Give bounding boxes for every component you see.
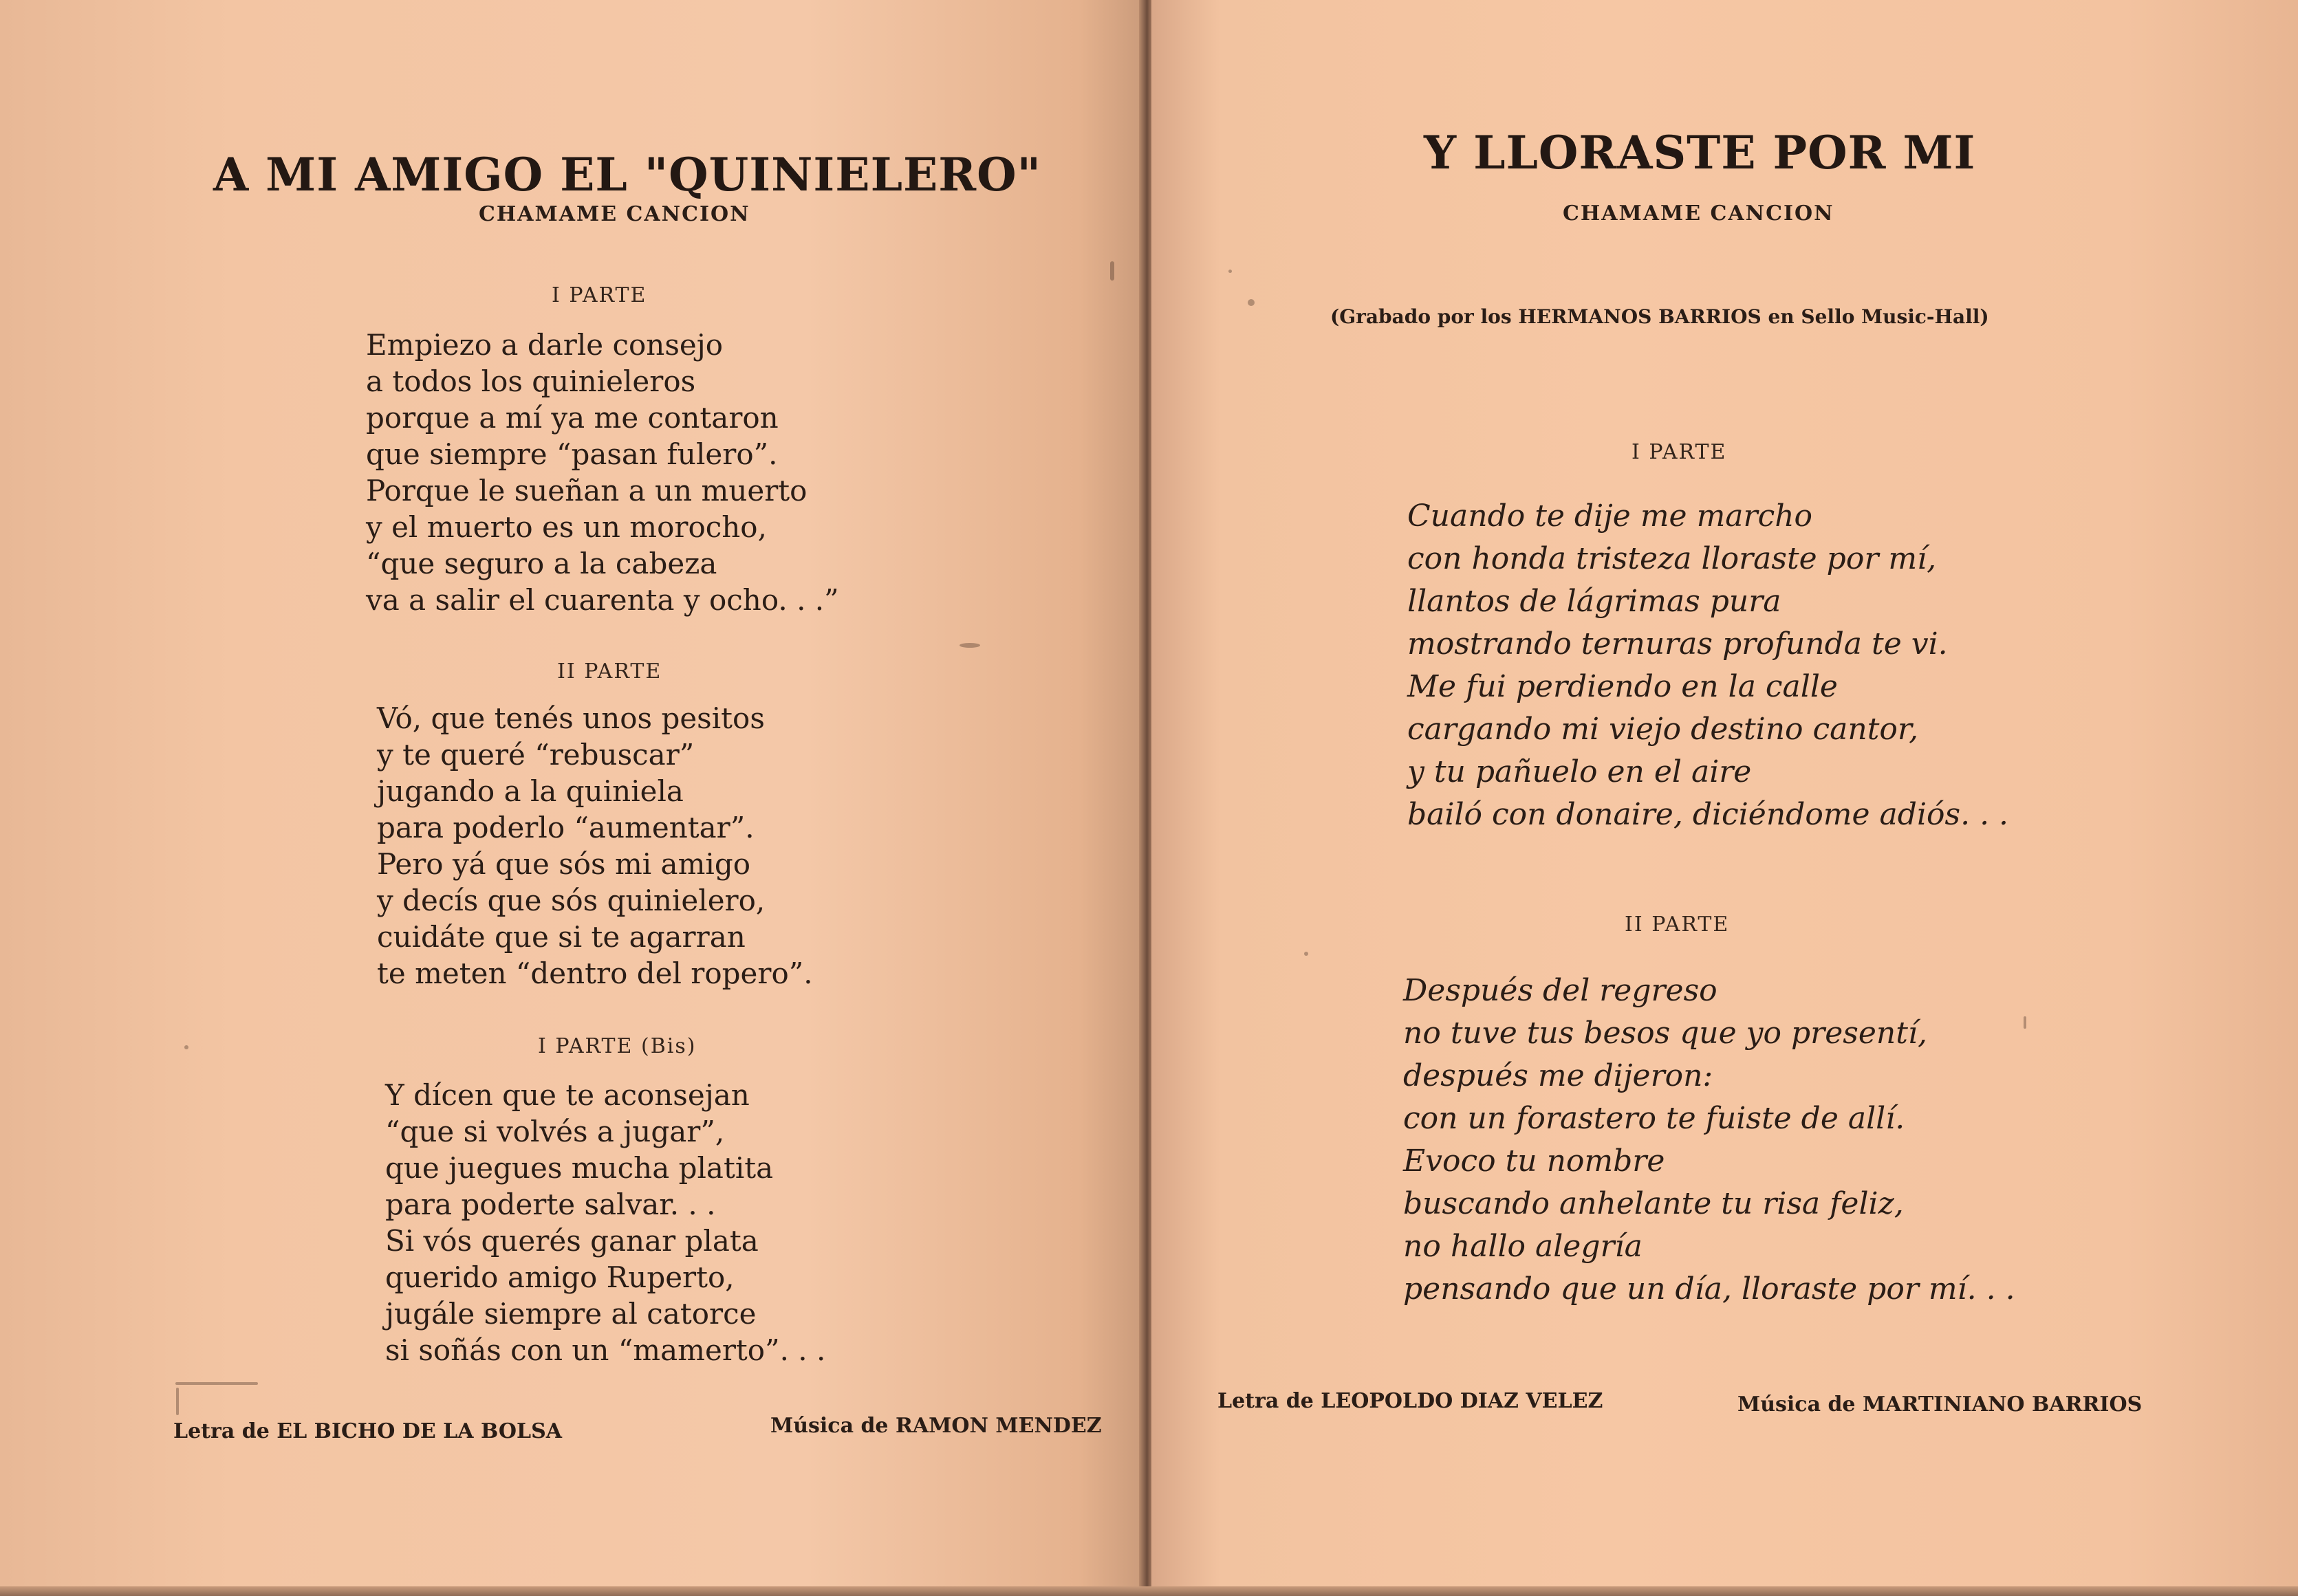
verse-line: a todos los quinieleros xyxy=(366,364,696,398)
ink-mark xyxy=(175,1382,258,1385)
verse-line: Después del regreso xyxy=(1403,973,1717,1008)
verse-line: jugando a la quiniela xyxy=(377,774,684,808)
recording-note: (Grabado por los HERMANOS BARRIOS en Sello Music-Hall) xyxy=(1330,305,1989,328)
verse-line: Evoco tu nombre xyxy=(1403,1144,1665,1179)
ink-mark xyxy=(2024,1016,2026,1029)
page-bottom-edge xyxy=(0,1586,2298,1596)
right-page xyxy=(1151,0,2298,1596)
verse-line: Vó, que tenés unos pesitos xyxy=(377,701,765,735)
right-verse-1 xyxy=(1407,495,2008,836)
verse-line: Porque le sueñan a un muerto xyxy=(366,474,807,507)
verse-line: no tuve tus besos que yo presentí, xyxy=(1403,1016,1927,1051)
ink-mark xyxy=(960,643,980,648)
left-verse-1 xyxy=(366,327,839,618)
right-verse-2 xyxy=(1403,970,2015,1311)
verse-line: para poderte salvar. . . xyxy=(385,1188,716,1221)
verse-line: pensando que un día, lloraste por mí. . . xyxy=(1403,1271,2015,1307)
verse-line: va a salir el cuarenta y ocho. . .” xyxy=(366,583,839,617)
ink-mark xyxy=(184,1045,188,1049)
verse-line: y decís que sós quinielero, xyxy=(377,884,766,917)
verse-line: Pero yá que sós mi amigo xyxy=(377,847,751,881)
right-song-genre: CHAMAME CANCION xyxy=(1563,201,1834,226)
right-lyrics-credit: Letra de LEOPOLDO DIAZ VELEZ xyxy=(1217,1389,1603,1413)
verse-line: para poderlo “aumentar”. xyxy=(377,811,755,844)
verse-line: bailó con donaire, diciéndome adiós. . . xyxy=(1407,797,2009,832)
verse-line: no hallo alegría xyxy=(1403,1229,1643,1264)
ink-mark xyxy=(1304,952,1308,956)
verse-line: te meten “dentro del ropero”. xyxy=(377,956,813,990)
verse-line: cargando mi viejo destino cantor, xyxy=(1407,712,1919,747)
verse-line: “que si volvés a jugar”, xyxy=(385,1115,725,1148)
verse-line: que siempre “pasan fulero”. xyxy=(366,437,778,471)
verse-line: “que seguro a la cabeza xyxy=(366,547,717,580)
verse-line: con honda tristeza lloraste por mí, xyxy=(1407,541,1937,576)
left-music-credit: Música de RAMON MENDEZ xyxy=(770,1414,1102,1438)
ink-mark xyxy=(1110,261,1114,281)
verse-line: y el muerto es un morocho, xyxy=(366,510,767,544)
verse-line: llantos de lágrimas pura xyxy=(1407,584,1781,619)
verse-line: jugále siempre al catorce xyxy=(385,1297,757,1331)
ink-mark xyxy=(1228,270,1232,273)
verse-line: Empiezo a darle consejo xyxy=(366,328,724,362)
left-lyrics-credit: Letra de EL BICHO DE LA BOLSA xyxy=(173,1419,563,1443)
right-song-title: Y LLORASTE POR MI xyxy=(1424,126,1976,179)
right-section-heading-1: I PARTE xyxy=(1632,440,1727,464)
ink-mark xyxy=(1248,299,1255,306)
verse-line: Me fui perdiendo en la calle xyxy=(1407,669,1838,704)
verse-line: buscando anhelante tu risa feliz, xyxy=(1403,1186,1904,1221)
right-music-credit: Música de MARTINIANO BARRIOS xyxy=(1737,1392,2143,1417)
verse-line: Si vós querés ganar plata xyxy=(385,1224,759,1258)
verse-line: Cuando te dije me marcho xyxy=(1407,499,1813,534)
left-section-heading-1: I PARTE xyxy=(552,283,647,307)
verse-line: y tu pañuelo en el aire xyxy=(1407,754,1752,789)
verse-line: con un forastero te fuiste de allí. xyxy=(1403,1101,1905,1136)
left-verse-3 xyxy=(385,1077,825,1368)
verse-line: que juegues mucha platita xyxy=(385,1151,774,1185)
verse-line: después me dijeron: xyxy=(1403,1058,1713,1093)
verse-line: y te queré “rebuscar” xyxy=(377,738,695,772)
verse-line: cuidáte que si te agarran xyxy=(377,920,746,954)
left-section-heading-3: I PARTE (Bis) xyxy=(538,1034,697,1058)
verse-line: porque a mí ya me contaron xyxy=(366,401,779,435)
left-page xyxy=(0,0,1147,1596)
left-song-genre: CHAMAME CANCION xyxy=(479,202,750,226)
ink-mark xyxy=(176,1388,179,1415)
verse-line: mostrando ternuras profunda te vi. xyxy=(1407,626,1948,662)
verse-line: si soñás con un “mamerto”. . . xyxy=(385,1333,826,1367)
verse-line: querido amigo Ruperto, xyxy=(385,1260,735,1294)
left-verse-2 xyxy=(377,700,813,992)
verse-line: Y dícen que te aconsejan xyxy=(385,1078,750,1112)
right-section-heading-2: II PARTE xyxy=(1625,912,1730,937)
left-section-heading-2: II PARTE xyxy=(557,659,662,684)
left-song-title: A MI AMIGO EL "QUINIELERO" xyxy=(213,148,1042,201)
